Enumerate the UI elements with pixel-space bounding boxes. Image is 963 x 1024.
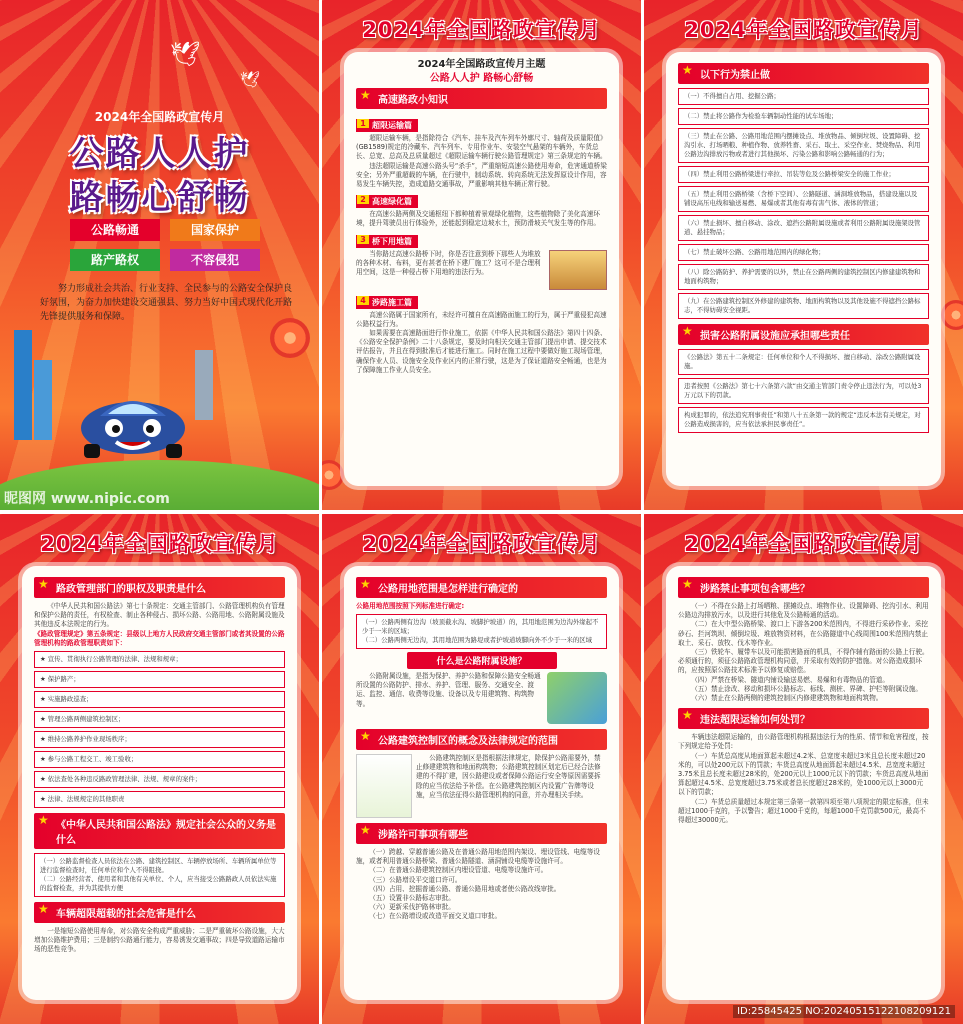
flower-icon	[941, 300, 963, 330]
theme-line2: 公路人人护 路畅心舒畅	[429, 73, 534, 84]
bridge-row	[356, 250, 607, 290]
star-icon: ★	[40, 674, 48, 683]
building	[14, 330, 32, 440]
rule-item: （四）禁止利用公路桥梁进行牵拉、吊装等危及公路桥梁安全的施工作业；	[678, 166, 929, 183]
duty-item	[34, 731, 285, 748]
section-bar: ★ 以下行为禁止做	[678, 63, 929, 84]
paragraph: 公路建筑控制区是指根据法律规定，除保护公路需要外，禁止修建建筑物和地面构筑物；公路建筑控制区划定后已经合法修建的不得扩建，因公路建设或者保障公路运行安全等原因需要拆除的应当依法给予补偿。在公路建筑控制区内设置广告牌等设施，应当依法征得公路管理机构的同意，并办理相关手续。	[416, 754, 601, 799]
obligation-text: （二）公路经营者、使用者和其他有关单位、个人，应当接受公路路政人员依法实施的监督检查，并为其提供方便	[40, 874, 277, 892]
paragraph: 当你路过高速公路桥下时，你是否注意到桥下那些人为堆放的各种木材、布料，更有甚者在桥下建厂施工？这可不是合理利用空间，这是一种侵占桥下用地的违法行为。	[356, 249, 541, 277]
star-icon: ★	[40, 754, 48, 763]
obligation-box	[34, 853, 285, 897]
section-bar: ★ 路政管理部门的职权及职责是什么	[34, 577, 285, 598]
subsection-title: 桥下用地篇	[372, 236, 412, 246]
section-bar: ★ 《中华人民共和国公路法》规定社会公众的义务是什么	[34, 813, 285, 849]
highlight-title: 什么是公路附属设施？	[407, 652, 557, 669]
subsection-title: 超限运输篇	[372, 121, 412, 130]
poster-duties	[0, 514, 319, 1024]
red-paragraph: 公路用地范围按照下列标准进行确定:	[356, 602, 465, 610]
paragraph: 超限运输车辆，是指除符合《汽车、挂车及汽车列车外廓尺寸、轴荷及质量限值》(GB1589)规定的冷藏车、汽车列车、专用作业车、安装空气悬架的车辆外，车货总长、总宽、总高及总质量超过《超限运输车辆行驶公路管理规定》第三条规定的车辆。	[356, 134, 607, 161]
tag-road-rights: 路产路权	[70, 249, 160, 271]
tag-inviolable: 不容侵犯	[170, 249, 260, 271]
duty-item	[34, 771, 285, 788]
subsection-4	[356, 296, 418, 309]
section-bar: ★ 公路建筑控制区的概念及法律规定的范围	[356, 729, 607, 750]
paragraph: 高速公路属于国家所有，未经许可擅自在高速路面施工的行为，属于严重侵犯高速公路权益行为。	[356, 310, 607, 328]
duty-text: 参与公路工程交工、竣工验收；	[47, 754, 138, 763]
permit-item: （二）在普通公路建筑控制区内埋设管道、电缆等设施许可。	[369, 866, 548, 875]
map-illustration	[547, 672, 607, 724]
star-icon: ★	[40, 654, 48, 663]
duty-text: 实施路政巡查；	[47, 694, 93, 703]
rule-item: （六）禁止损坏、擅自移动、涂改、遮挡公路附属设施或者利用公路附属设施架设管道、悬挂物品；	[678, 215, 929, 241]
theme-line1: 2024年全国路政宣传月主题	[417, 59, 546, 70]
building	[195, 350, 213, 420]
star-icon: ★	[40, 734, 48, 743]
section-bar: ★ 损害公路附属设施应承担哪些责任	[678, 324, 929, 345]
rule-item: （三）禁止在公路、公路用地范围内摆摊设点、堆放物品、倾倒垃圾、设置障碍、挖沟引水、打场晒粮、种植作物、放养牲畜、采石、取土、采空作业、焚烧物品、利用公路边沟排放污物或者进行其他损坏、污染公路和影响公路畅通的行为；	[678, 128, 929, 163]
poster-header: 2024年全国路政宣传月	[362, 532, 601, 556]
subsection-title: 涉路施工篇	[372, 297, 412, 307]
duty-text: 依法查处各种违反路政管理法律、法规、规章的案件；	[47, 774, 202, 783]
star-icon: ★	[40, 774, 48, 783]
rule-item: （九）在公路建筑控制区外修建的建筑物、地面构筑物以及其他设施不得遮挡公路标志，不得妨碍安全视距。	[678, 293, 929, 319]
subsection-number: 4	[357, 296, 369, 305]
permit-item: （一）跨越、穿越普通公路及在普通公路用地范围内架设、埋设管线、电缆等设施，或者利用普通公路桥梁、普通公路隧道、涵洞铺设电缆等设施许可。	[356, 848, 600, 866]
poster-header: 2024年全国路政宣传月	[684, 532, 923, 556]
ban-item: （一）不得在公路上打场晒粮、摆摊设点、堆物作业、设置障碍、挖沟引水、利用公路边沟排放污水，以及进行其他危及公路畅通的活动。	[678, 602, 929, 620]
red-paragraph: 《路政管理规定》第五条规定：县级以上地方人民政府交通主管部门或者其设置的公路管理机构的路政管理职责如下：	[34, 629, 285, 647]
duty-text: 维持公路养护作业现场秩序；	[47, 734, 131, 743]
poster-knowledge	[322, 0, 641, 510]
paragraph: 公路附属设施，是指为保护、养护公路和保障公路安全畅通所设置的公路防护、排水、养护、管理、服务、交通安全、渡运、监控、通信、收费等设施、设备以及专用建筑物、构筑物等。	[356, 672, 541, 708]
paragraph: （一）车货总高度从地面算起未超过4.2米、总宽度未超过3米且总长度未超过20米的，可以处200元以下的罚款；车货总高度从地面算起未超过4.5米、总宽度未超过3.75米且总长度未超过28米的，处200元以上1000元以下的罚款；车货总高度从地面算起超过4.5米、总宽度超过3.75米或者总长度超过28米的，处1000元以上3000元以下的罚款；	[678, 751, 929, 797]
bridge-illustration	[549, 250, 607, 290]
section-bar: ★ 涉路禁止事项包含哪些？	[678, 577, 929, 598]
subsection-2	[356, 195, 418, 208]
cover-subtitle: 2024年全国路政宣传月	[94, 110, 225, 124]
poster-prohibited	[644, 0, 963, 510]
paragraph: 一是缩短公路使用寿命，对公路安全构成严重威胁；二是严重破坏公路设施，大大增加公路维护费用；三是制约公路通行能力，容易诱发交通事故；四是导致道路运输市场的恶性竞争。	[34, 926, 285, 954]
duty-text: 保护路产；	[47, 674, 80, 683]
poster-header: 2024年全国路政宣传月	[40, 532, 279, 556]
paragraph: 如果需要在高速路面进行作业施工，依据《中华人民共和国公路法》第四十四条、《公路安全保护条例》二十八条规定，要及时向相关交通主管部门提出申请、提交技术评估报告，并且在得到批准后才能进行施工。同时在施工过程中要做好施工现场管理，确保作业人员、设施安全及作业区内的正常行驶，这是为了保证道路安全畅通，也是为了保障施工作业人员安全。	[356, 329, 607, 374]
content-card	[666, 52, 941, 486]
duty-text: 法律、法规规定的其他职责	[47, 794, 125, 803]
permit-item: （六）更新采伐护路林审批。	[369, 903, 455, 912]
section-bar: ★ 车辆超限超载的社会危害是什么	[34, 902, 285, 923]
rule-item: （八）除公路防护、养护需要的以外，禁止在公路两侧的建筑控制区内修建建筑物和地面构筑物；	[678, 264, 929, 290]
rule-item: 构成犯罪的，依法追究刑事责任”和第八十五条第一款的规定“违反本法有关规定，对公路造成损害的，应当依法承担民事责任”。	[678, 407, 929, 433]
permit-item: （七）在公路增设或改造平面交叉道口审批。	[369, 912, 502, 921]
section-bar: ★ 公路用地范围是怎样进行确定的	[356, 577, 607, 598]
paragraph: 《中华人民共和国公路法》第七十条规定：交通主管部门、公路管理机构负有管理和保护公路的责任，有权检查、制止各种侵占、损坏公路、公路用地、公路附属设施及其他违反本法规定的行为。	[34, 602, 285, 629]
dove-icon: 🕊	[170, 40, 201, 68]
star-icon: ★	[40, 714, 48, 723]
rule-item: （五）禁止利用公路桥梁（含桥下空间）、公路隧道、涵洞堆放物品，搭建设施以及铺设高压电线和输送易燃、易爆或者其他有毒有害气体、液体的管道；	[678, 186, 929, 212]
obligation-text: （一）公路监督检查人员依法在公路、建筑控制区、车辆停放场所、车辆所属单位等进行监督检查时，任何单位和个人不得阻挠。	[40, 856, 277, 874]
subsection-number: 1	[357, 119, 369, 128]
ban-item: （三）铁轮车、履带车以及可能损害路面的机具，不得作辅有路面的公路上行驶。必须通行的，须征公路路政管理机构同意，并采取有效的防护措施。对公路造成损坏的，应按照原公路技术标准予以修复或赔偿。	[678, 648, 929, 675]
scope-text: （一）公路两侧有边沟（坡顶截水沟、坡脚护坡道）的，其用地范围为边沟外缘起不少于一米的区域；	[362, 618, 599, 635]
permit-item: （四）占用、挖掘普通公路、普通公路用地或者使公路改线审批。	[369, 884, 561, 893]
duty-item	[34, 751, 285, 768]
building	[34, 360, 52, 440]
scope-text: （二）公路两侧无边沟，其用地范围为路堤或者护坡道坡脚向外不少于一米的区域	[362, 636, 593, 644]
rule-item: （七）禁止破坏公路、公路用地范围内的绿化物；	[678, 244, 929, 261]
cover-title-line2: 路畅心舒畅	[69, 178, 250, 218]
duty-text: 宣传、贯彻执行公路管理的法律、法规和规章；	[47, 654, 182, 663]
tag-road-clear: 公路畅通	[70, 219, 160, 241]
rule-item: （二）禁止将公路作为检验车辆制动性能的试车场地；	[678, 108, 929, 125]
subsection-3	[356, 235, 418, 248]
dove-icon: 🕊	[240, 70, 261, 89]
flower-icon	[270, 318, 310, 358]
paragraph: 违法超限运输是高速公路头号“杀手”，严重缩短高速公路使用寿命，危害通道桥梁安全；另外严重超载的车辆，在行驶中，制动系统、转向系统无法发挥原设计作用，容易发生车辆失控，造成道路交通事故，严重影响其他车辆正常行驶。	[356, 161, 607, 189]
rule-item: 违者按照《公路法》第七十六条第六款“由交通主管部门责令停止违法行为，可以处3万元以下的罚款。	[678, 378, 929, 404]
subsection-1	[356, 119, 418, 132]
poster-penalty	[644, 514, 963, 1024]
paragraph: 在高速公路两侧及交通枢纽下都种植着景观绿化植物，这些植物除了美化高速环境，提升驾驶员出行体验外，还能起到稳定边坡水土，预防滑坡关气发生等的作用。	[356, 210, 600, 228]
content-card	[344, 52, 619, 486]
duty-item	[34, 711, 285, 728]
subsection-number: 3	[357, 235, 369, 244]
rule-item: （一）不得擅自占用、挖掘公路；	[678, 88, 929, 105]
ban-item: （五）禁止涂改、移动和损坏公路标志、标线、测桩、界碑、护栏等附属设施。	[691, 684, 922, 693]
permit-item: （三）公路增设平交道口许可。	[369, 875, 462, 884]
paragraph: （二）车货总质量超过本规定第三条第一款第四项至第八项规定的限定标准，但未超过1000千克的，予以警告；超过1000千克的，每超1000千克罚款500元，最高不得超过30000元。	[678, 797, 929, 825]
rule-item: 《公路法》第五十二条规定：任何单位和个人不得损坏、擅自移动、涂改公路附属设施。	[678, 349, 929, 375]
cartoon-car-icon	[78, 388, 188, 460]
duty-text: 管理公路两侧建筑控制区；	[47, 714, 125, 723]
cover-title-line1: 公路人人护	[69, 134, 250, 174]
watermark: 昵图网 www.nipic.com	[4, 491, 170, 507]
ban-item: （六）禁止在公路两侧的建筑控制区内修建建筑物和地面构筑物。	[691, 694, 883, 703]
star-icon: ★	[40, 794, 48, 803]
duty-item	[34, 671, 285, 688]
control-row	[356, 754, 607, 818]
content-card	[22, 566, 297, 1000]
image-id-label: ID:25845425 NO:20240515122108209121	[733, 1005, 955, 1018]
ban-item: （二）在大中型公路桥梁、渡口上下游各200米范围内，不得进行采砂作业、采挖砂石、拦河筑坝、倾倒垃圾、堆放物资材料，在公路隧道中心线周围100米范围内禁止取土、采石、放牧、伐木等作业。	[678, 620, 928, 647]
worker-illustration	[356, 754, 412, 818]
cover-description: 努力形成社会共治、行业支持、全民参与的公路安全保护良好氛围，为奋力加快建设交通强县、努力当好中国式现代化开路先锋提供服务和保障。	[40, 284, 293, 322]
subsection-number: 2	[357, 195, 369, 204]
content-card	[666, 566, 941, 1000]
scope-box	[356, 614, 607, 649]
paragraph: 车辆违法超限运输的，由公路管理机构根据违法行为的性质、情节和危害程度，按下列规定给予处罚:	[678, 733, 929, 751]
poster-header: 2024年全国路政宣传月	[362, 18, 601, 42]
permit-item: （五）设置非公路标志审批。	[369, 894, 455, 903]
ban-item: （四）严禁在桥梁、隧道内铺设输送易燃、易爆和有毒物品的管道。	[691, 675, 889, 684]
duty-item	[34, 791, 285, 808]
poster-land-scope	[322, 514, 641, 1024]
duty-item	[34, 691, 285, 708]
star-icon: ★	[40, 694, 48, 703]
facility-row	[356, 672, 607, 724]
section-bar: ★ 违法超限运输如何处罚？	[678, 708, 929, 729]
poster-header: 2024年全国路政宣传月	[684, 18, 923, 42]
section-bar: ★ 涉路许可事项有哪些	[356, 823, 607, 844]
duty-item	[34, 651, 285, 668]
content-card	[344, 566, 619, 1000]
section-bar: ★ 高速路政小知识	[356, 88, 607, 109]
poster-cover	[0, 0, 319, 510]
tag-state-protect: 国家保护	[170, 219, 260, 241]
subsection-title: 高速绿化篇	[372, 197, 412, 207]
